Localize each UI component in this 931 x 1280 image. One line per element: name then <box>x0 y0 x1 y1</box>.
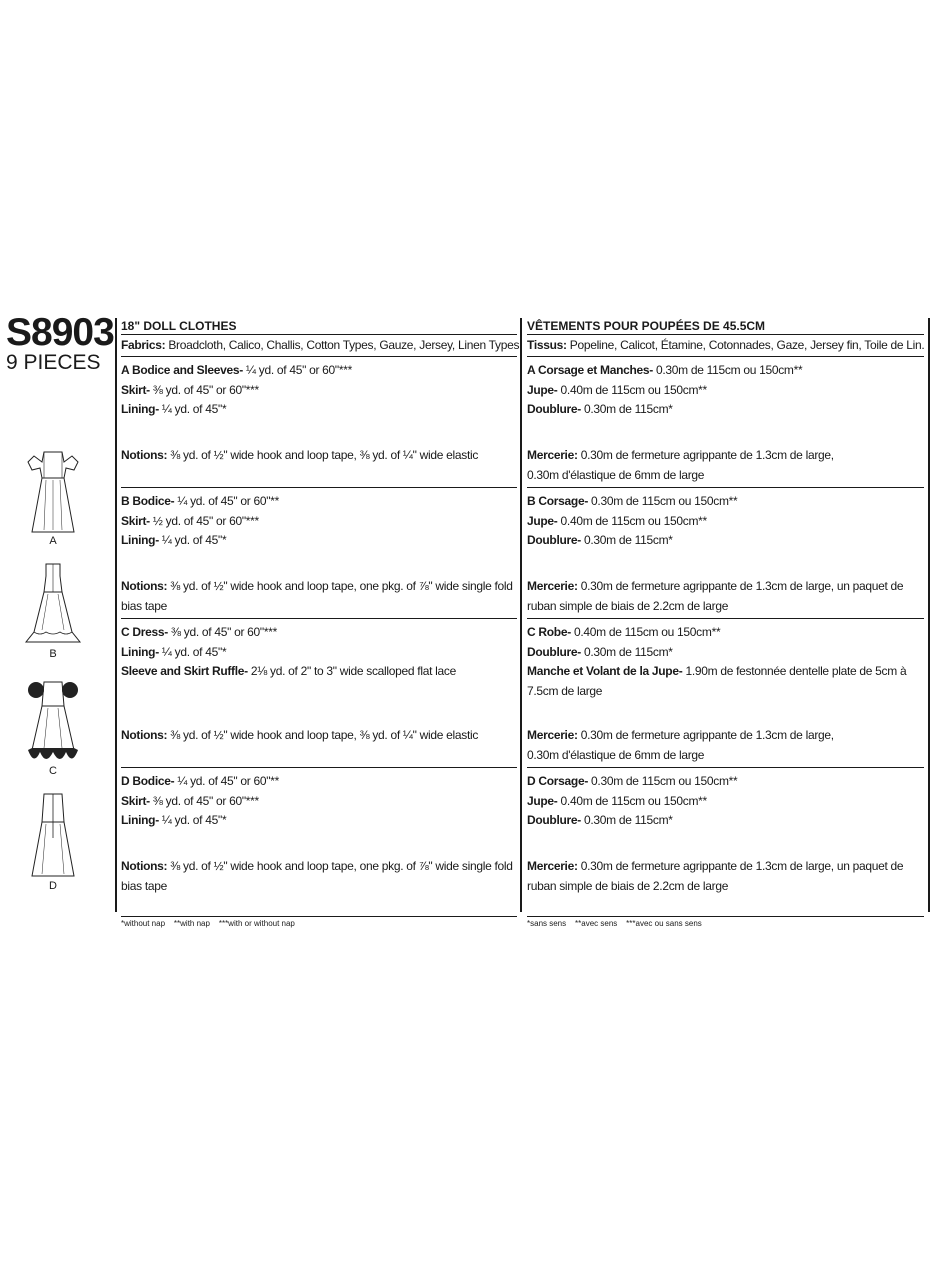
notions-row: Notions: ⅜ yd. of ½" wide hook and loop tape, ⅜ yd. of ¼" wide elastic <box>121 728 479 742</box>
french-view-c <box>527 619 924 768</box>
yardage-row: Jupe- 0.40m de 115cm ou 150cm** <box>527 793 707 808</box>
english-view-a <box>121 357 517 488</box>
yardage-row: A Bodice and Sleeves- ¼ yd. of 45" or 60"*** <box>121 363 352 377</box>
notions-row: Mercerie: 0.30m de fermeture agrippante de 1.3cm de large, un paquet de ruban simple de biais de 2.2cm de large <box>527 579 904 613</box>
yardage-row: C Dress- ⅜ yd. of 45" or 60"*** <box>121 625 277 639</box>
yardage-row: Sleeve and Skirt Ruffle- 2⅛ yd. of 2" to 3" wide scalloped flat lace <box>121 664 456 678</box>
yardage-row: Skirt- ⅜ yd. of 45" or 60"*** <box>121 382 259 397</box>
yardage-row: Lining- ¼ yd. of 45"* <box>121 533 227 547</box>
english-footnote: *without nap **with nap ***with or without nap <box>121 919 295 928</box>
french-view-d <box>527 768 924 917</box>
yardage-row: Manche et Volant de la Jupe- 1.90m de festonnée dentelle plate de 5cm à 7.5cm de large <box>527 664 907 698</box>
english-view-d <box>121 768 517 917</box>
notions-row: Notions: ⅜ yd. of ½" wide hook and loop tape, one pkg. of ⅞" wide single fold bias tape <box>121 579 513 613</box>
right-divider <box>928 318 930 912</box>
yardage-row: Skirt- ⅜ yd. of 45" or 60"*** <box>121 793 259 808</box>
notions-row: Notions: ⅜ yd. of ½" wide hook and loop tape, one pkg. of ⅞" wide single fold bias tape <box>121 859 513 893</box>
yardage-row: Doublure- 0.30m de 115cm* <box>527 533 673 547</box>
left-divider <box>115 318 117 912</box>
yardage-row: Lining- ¼ yd. of 45"* <box>121 402 227 416</box>
yardage-row: D Bodice- ¼ yd. of 45" or 60"** <box>121 774 279 788</box>
english-title: 18" DOLL CLOTHES <box>121 318 517 335</box>
yardage-row: C Robe- 0.40m de 115cm ou 150cm** <box>527 625 721 639</box>
yardage-row: Doublure- 0.30m de 115cm* <box>527 644 673 659</box>
view-a-label: A <box>49 535 57 547</box>
pattern-number: S8903 <box>6 311 114 354</box>
view-c-label: C <box>49 765 57 777</box>
yardage-row: Doublure- 0.30m de 115cm* <box>527 402 673 416</box>
fabrics-text: Broadcloth, Calico, Challis, Cotton Types, Gauze, Jersey, Linen Types. <box>165 338 523 352</box>
english-column <box>121 318 523 930</box>
pieces-count: 9 PIECES <box>6 351 101 374</box>
yardage-row: Jupe- 0.40m de 115cm ou 150cm** <box>527 382 707 397</box>
french-title: VÊTEMENTS POUR POUPÉES DE 45.5CM <box>527 318 924 335</box>
english-fabrics <box>121 335 523 357</box>
view-b-label: B <box>49 648 57 660</box>
french-view-a <box>527 357 924 488</box>
fabrics-text: Popeline, Calicot, Étamine, Cotonnades, Gaze, Jersey fin, Toile de Lin. <box>566 338 925 352</box>
yardage-row: Jupe- 0.40m de 115cm ou 150cm** <box>527 513 707 528</box>
view-a-illustration <box>22 448 84 536</box>
yardage-row: Doublure- 0.30m de 115cm* <box>527 813 673 827</box>
view-c-illustration <box>22 676 84 766</box>
yardage-row: A Corsage et Manches- 0.30m de 115cm ou 150cm** <box>527 363 803 377</box>
notions-row: Notions: ⅜ yd. of ½" wide hook and loop tape, ⅜ yd. of ¼" wide elastic <box>121 448 479 462</box>
yardage-row: B Bodice- ¼ yd. of 45" or 60"** <box>121 494 279 508</box>
french-view-b <box>527 488 924 619</box>
french-footnote: *sans sens **avec sens ***avec ou sans sens <box>527 919 702 928</box>
yardage-row: D Corsage- 0.30m de 115cm ou 150cm** <box>527 774 738 788</box>
fabrics-label: Fabrics: <box>121 338 166 352</box>
yardage-row: Lining- ¼ yd. of 45"* <box>121 813 227 827</box>
french-column <box>527 318 924 930</box>
notions-row: Mercerie: 0.30m de fermeture agrippante de 1.3cm de large, un paquet de ruban simple de biais de 2.2cm de large <box>527 859 904 893</box>
view-b-illustration <box>22 562 84 650</box>
center-divider <box>520 318 522 912</box>
notions-row: Mercerie: 0.30m de fermeture agrippante de 1.3cm de large, 0.30m d'élastique de 6mm de large <box>527 728 834 762</box>
french-fabrics <box>527 335 924 357</box>
yardage-row: Skirt- ½ yd. of 45" or 60"*** <box>121 513 259 528</box>
yardage-row: B Corsage- 0.30m de 115cm ou 150cm** <box>527 494 738 508</box>
view-d-label: D <box>49 880 57 892</box>
notions-row: Mercerie: 0.30m de fermeture agrippante de 1.3cm de large, 0.30m d'élastique de 6mm de large <box>527 448 834 482</box>
view-d-illustration <box>22 792 84 880</box>
english-view-b <box>121 488 517 619</box>
english-view-c <box>121 619 517 768</box>
fabrics-label: Tissus: <box>527 338 567 352</box>
yardage-row: Lining- ¼ yd. of 45"* <box>121 644 227 659</box>
